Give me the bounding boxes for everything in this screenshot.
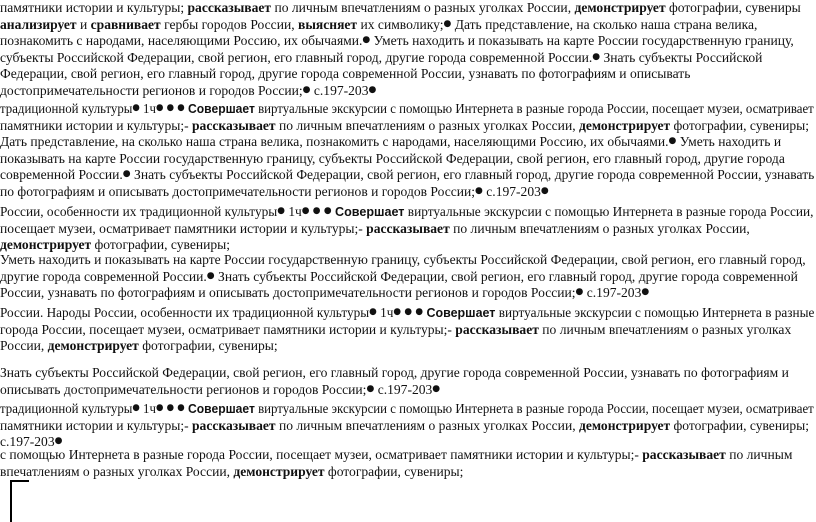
line: достопримечательности регионов и городов России;● с.197-203● (0, 82, 377, 98)
line: традиционной культуры● 1ч● ● ● Совершает виртуальные экскурсии с помощью Интернета в разные города России, посещает музеи, осматривает (0, 401, 814, 416)
bullet-icon: ● (155, 403, 164, 413)
bullet-icon: ● (54, 436, 63, 447)
bullet-icon: ● (443, 18, 452, 29)
line: России, особенности их традиционной культуры● 1ч● ● ● Совершает виртуальные экскурсии с помощью Интернета в разные города России, (0, 204, 814, 219)
line: с помощью Интернета в разные города России, посещает музеи, осматривает памятники истории и культуры;- рассказывает по личным (0, 447, 793, 462)
line: памятники истории и культуры;- рассказывает по личным впечатлениям о разных уголках России, демонстрирует фотографии, сувениры; (0, 117, 810, 133)
bullet-icon: ● (132, 103, 140, 113)
bullet-icon: ● (277, 206, 285, 216)
line: России, демонстрирует фотографии, сувениры; (0, 338, 278, 354)
line: познакомить с народами, населяющими Россию, их обычаями.● Уметь находить и показывать на карте России государственную границу, (0, 33, 794, 49)
bullet-icon: ● (302, 84, 311, 95)
line: впечатлениям о разных уголках России, демонстрирует фотографии, сувениры; (0, 463, 464, 479)
paragraph-1 (0, 0, 816, 100)
line: другие города современной России.● Знать субъекты Российской Федерации, свой регион, его главный город, другие города современной (0, 268, 798, 284)
bullet-icon: ● (166, 103, 175, 113)
bullet-icon: ● (206, 270, 215, 281)
bullet-icon: ● (362, 35, 371, 46)
bullet-icon: ● (368, 84, 377, 95)
bullet-icon: ● (177, 103, 185, 113)
line: анализирует и сравнивает гербы городов России, выясняет их символику;● Дать представление, на сколько наша страна велика, (0, 16, 758, 32)
bullet-icon: ● (166, 403, 175, 413)
paragraph-5 (0, 305, 816, 355)
line: Федерации, свой регион, его главный город, другие города современной России, узнавать по фотографиям и описывать (0, 66, 691, 82)
line: с.197-203● (0, 434, 63, 450)
paragraph-7 (0, 401, 816, 451)
line: описывать достопримечательности регионов и городов России;● с.197-203● (0, 381, 441, 397)
line: современной России.● Знать субъекты Российской Федерации, свой регион, его главный город, другие города современной России, узнавать (0, 167, 815, 183)
bullet-icon: ● (312, 206, 321, 216)
bullet-icon: ● (369, 307, 377, 317)
line: показывать на карте России государственную границу, субъекты Российской Федерации, свой регион, его главный город, другие города (0, 150, 785, 166)
paragraph-8 (0, 447, 816, 480)
line: памятники истории и культуры;- рассказывает по личным впечатлениям о разных уголках России, демонстрирует фотографии, сувениры; (0, 417, 810, 433)
bullet-icon: ● (432, 383, 441, 394)
bullet-icon: ● (404, 307, 413, 317)
line: Дать представление, на сколько наша страна велика, познакомить с народами, населяющими Россию, их обычаями.● Уметь находить и (0, 134, 782, 150)
bullet-icon: ● (301, 206, 310, 216)
bullet-icon: ● (575, 287, 584, 298)
line: посещает музеи, осматривает памятники истории и культуры;- рассказывает по личным впечатлениям о разных уголках России, (0, 220, 750, 236)
bullet-icon: ● (323, 206, 332, 216)
bullet-icon: ● (366, 383, 375, 394)
bullet-icon: ● (132, 403, 140, 413)
bullet-icon: ● (122, 169, 131, 180)
line: субъекты Российской Федерации, свой регион, его главный город, другие города современной России.● Знать субъекты Российской (0, 49, 763, 65)
line: традиционной культуры● 1ч● ● ● Совершает виртуальные экскурсии с помощью Интернета в разные города России, посещает музеи, осматривает (0, 101, 814, 116)
paragraph-4 (0, 252, 816, 302)
bullet-icon: ● (668, 136, 677, 147)
bullet-icon: ● (415, 307, 424, 317)
line: памятники истории и культуры; рассказывает по личным впечатлениям о разных уголках России, демонстрирует фотографии, сувениры (0, 0, 801, 15)
paragraph-2 (0, 101, 816, 201)
line: Знать субъекты Российской Федерации, свой регион, его главный город, другие города современной России, узнавать по фотографиям и (0, 365, 789, 380)
line: Уметь находить и показывать на карте России государственную границу, субъекты Российской Федерации, свой регион, его главный город, (0, 252, 806, 267)
bullet-icon: ● (475, 185, 483, 196)
paragraph-6 (0, 365, 816, 398)
bullet-icon: ● (540, 185, 549, 196)
line: России. Народы России, особенности их традиционной культуры● 1ч● ● ● Совершает виртуальные экскурсии с помощью Интернета в разные (0, 305, 815, 320)
paragraph-3 (0, 204, 816, 254)
line: демонстрирует фотографии, сувениры; (0, 237, 231, 253)
line: России, узнавать по фотографиям и описывать достопримечательности регионов и городов России;● с.197-203● (0, 285, 650, 301)
line: по фотографиям и описывать достопримечательности регионов и городов России;● с.197-203● (0, 183, 549, 199)
bullet-icon: ● (393, 307, 402, 317)
line: города России, посещает музеи, осматривает памятники истории и культуры;- рассказывает по личным впечатлениям о разных уголках (0, 321, 792, 337)
bullet-icon: ● (592, 51, 601, 62)
bullet-icon: ● (641, 287, 650, 298)
bullet-icon: ● (177, 403, 185, 413)
bullet-icon: ● (155, 103, 164, 113)
